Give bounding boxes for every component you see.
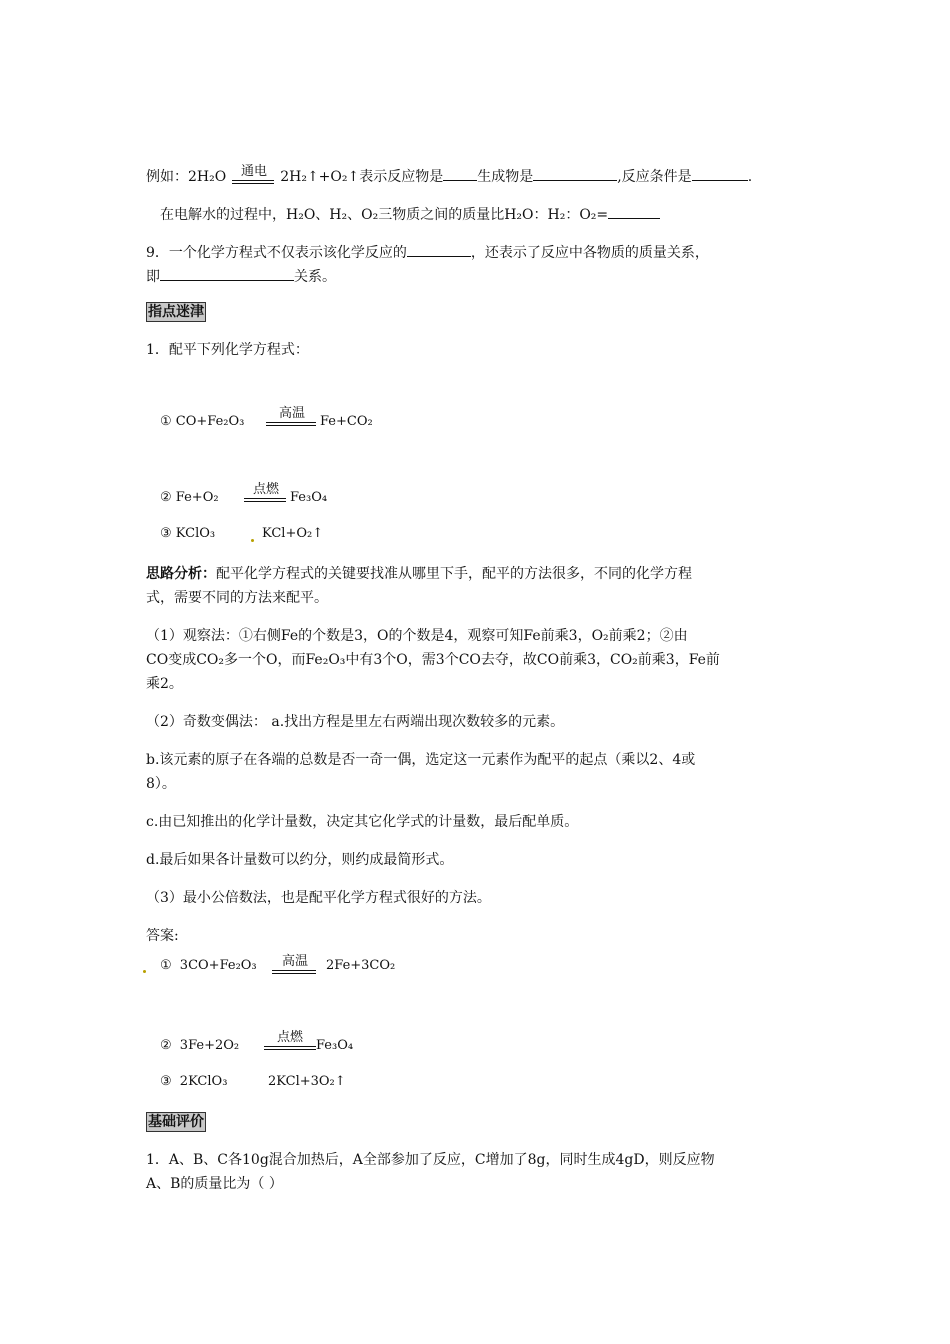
eq-2-line [244,498,286,502]
method3: （3）最小公倍数法，也是配平化学方程式很好的方法。 [146,890,491,906]
section-heading-2 [146,1112,206,1132]
analysis-line2: 式，需要不同的方法来配平。 [146,590,328,606]
ans-2-line [264,1046,316,1050]
method2-d: d.最后如果各计量数可以约分，则约成最简形式。 [146,852,454,868]
method1-line2: CO变成CO₂多一个O，而Fe₂O₃中有3个O，需3个CO去夺，故CO前乘3，CO₂前乘3，Fe前 [146,652,720,668]
blank-q9-1[interactable] [407,242,471,257]
method2-line1: （2）奇数变偶法： a.找出方程是里左右两端出现次数较多的元素。 [146,714,565,730]
example-t3: ,反应条件是 [617,169,692,185]
ans-1 [160,958,257,973]
q9-d: 关系。 [294,269,336,285]
ans-3-num: ③ [160,1074,172,1089]
eq-2-left: Fe+O₂ [175,490,219,505]
eq-2 [160,490,219,505]
example-end: . [747,169,753,185]
eq-2-num: ② [160,490,172,505]
method1-line1: （1）观察法：①右侧Fe的个数是3，O的个数是4，观察可知Fe前乘3，O₂前乘2；②由 [146,628,688,644]
analysis-label: 思路分析： [146,566,216,582]
q9-b: ，还表示了反应中各物质的质量关系， [470,245,709,261]
ans-2-right: Fe₃O₄ [316,1038,354,1053]
eq-1-right: Fe+CO₂ [320,414,373,429]
section-title-1: 指点迷津 [148,304,204,320]
method2-c: c.由已知推出的化学计量数，决定其它化学式的计量数，最后配单质。 [146,814,579,830]
q1-line2: A、B的质量比为（ ） [146,1176,283,1192]
answer-label: 答案: [146,928,179,944]
blank-mass-ratio[interactable] [608,204,660,219]
eq-1-cond: 高温 [278,406,305,421]
method1-line3: 乘2。 [146,676,183,692]
eq-2-right: Fe₃O₄ [290,490,328,505]
analysis-text-1: 配平化学方程式的关键要找准从哪里下手，配平的方法很多，不同的化学方程 [216,566,692,582]
analysis-line1 [146,564,692,584]
ans-1-cond: 高温 [281,954,308,969]
q9-line2 [146,266,336,287]
blank-q9-2[interactable] [160,266,294,281]
section-title-2: 基础评价 [148,1114,204,1130]
method2-b1: b.该元素的原子在各端的总数是否一奇一偶，选定这一元素作为配平的起点（乘以2、4或 [146,752,696,768]
ans-3-right: 2KCl+3O₂↑ [268,1074,346,1089]
double-line [232,180,274,184]
ans-1-line [272,970,316,974]
q9-c: 即 [146,269,160,285]
balance-prompt: 1．配平下列化学方程式： [146,342,309,358]
stray-mark [251,539,254,542]
eq-1-line [266,422,316,426]
example-prefix: 例如：2H₂O [146,169,227,185]
ans-2 [160,1038,239,1053]
blank-reactant[interactable] [443,166,477,181]
ans-1-num: ① [160,958,172,973]
ans-2-left: 3Fe+2O₂ [179,1038,240,1053]
q9-line1 [146,242,709,263]
eq-1 [160,414,244,429]
ans-3 [160,1074,227,1089]
eq-1-left: CO+Fe₂O₃ [175,414,245,429]
mass-ratio-text: 在电解水的过程中，H₂O、H₂、O₂三物质之间的质量比H₂O：H₂：O₂= [160,207,609,223]
ans-2-cond: 点燃 [276,1030,303,1045]
stray-mark-2 [143,970,146,973]
ans-1-left: 3CO+Fe₂O₃ [179,958,257,973]
blank-product[interactable] [533,166,617,181]
ans-1-right: 2Fe+3CO₂ [326,958,396,973]
example-products: 2H₂↑+O₂↑ [280,169,360,185]
eq-3 [160,526,215,541]
ans-3-left: 2KClO₃ [179,1074,228,1089]
q9-a: 9．一个化学方程式不仅表示该化学反应的 [146,245,407,261]
eq-3-left: KClO₃ [175,526,216,541]
method2-b2: 8）。 [146,776,176,792]
blank-condition[interactable] [692,166,748,181]
section-heading-1 [146,302,206,322]
cond-electrolysis: 通电 [240,164,267,179]
example-t1: 表示反应物是 [359,169,444,185]
q1-line1: 1．A、B、C各10g混合加热后，A全部参加了反应，C增加了8g，同时生成4gD，则反应物 [146,1152,715,1168]
example-t2: 生成物是 [477,169,534,185]
ans-2-num: ② [160,1038,172,1053]
eq-3-right: KCl+O₂↑ [262,526,324,541]
eq-3-num: ③ [160,526,172,541]
mass-ratio-line [160,204,660,225]
eq-2-cond: 点燃 [252,482,279,497]
eq-1-num: ① [160,414,172,429]
